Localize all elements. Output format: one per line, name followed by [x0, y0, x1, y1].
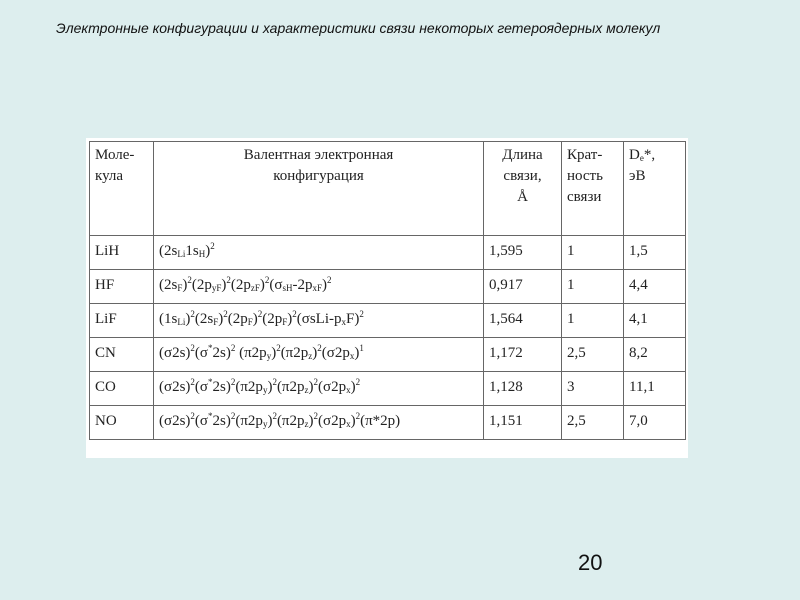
cell-multiplicity: 1 [562, 236, 624, 270]
cell-length: 1,595 [484, 236, 562, 270]
cell-length: 1,172 [484, 338, 562, 372]
cell-config: $(\sigma 2s)^2(\sigma^*2s)^2(\pi 2p_y)^2(\pi 2p_z)^2(\sigma 2p_x)^2$ [154, 372, 484, 406]
header-multiplicity-line: связи [567, 189, 602, 205]
cell-molecule: LiH [90, 236, 154, 270]
header-length-line: связи, [503, 168, 542, 184]
header-config-line: конфигурация [273, 168, 364, 184]
header-molecule [90, 142, 154, 236]
cell-multiplicity: 2,5 [562, 406, 624, 440]
cell-de: 1,5 [624, 236, 686, 270]
cell-molecule: CO [90, 372, 154, 406]
header-de-unit: эВ [629, 168, 646, 184]
header-de-base: D [629, 147, 640, 163]
header-config [154, 142, 484, 236]
cell-config: $(1s_{Li})^2(2s_F)^2(2p_F)^2(2p_F)^2(\sigma sLi-p_xF)^2$ [154, 304, 484, 338]
slide-title: Электронные конфигурации и характеристики связи некоторых гетероядерных молекул [56, 20, 661, 36]
cell-length: 1,564 [484, 304, 562, 338]
cell-molecule: CN [90, 338, 154, 372]
cell-length: 1,151 [484, 406, 562, 440]
header-molecule-line: Моле- [95, 147, 135, 163]
header-de-rest: *, [643, 147, 656, 163]
cell-multiplicity: 3 [562, 372, 624, 406]
table-body [90, 236, 686, 440]
cell-de: 4,4 [624, 270, 686, 304]
header-molecule-line: кула [95, 168, 124, 184]
cell-multiplicity: 1 [562, 270, 624, 304]
cell-molecule: NO [90, 406, 154, 440]
page-number: 20 [578, 550, 603, 575]
cell-config: $(2s_{Li}1s_H)^2$ [154, 236, 484, 270]
cell-de: 7,0 [624, 406, 686, 440]
cell-config: $(\sigma 2s)^2(\sigma^*2s)^2(\pi 2p_y)^2(\pi 2p_z)^2(\sigma 2p_x)^2(\pi*2p)$ [154, 406, 484, 440]
header-row [90, 142, 686, 236]
cell-molecule: LiF [90, 304, 154, 338]
header-multiplicity-line: Крат- [567, 147, 603, 163]
header-length [484, 142, 562, 236]
table-row [90, 236, 686, 270]
molecule-table [89, 141, 686, 440]
cell-length: 1,128 [484, 372, 562, 406]
cell-molecule: HF [90, 270, 154, 304]
table-row [90, 406, 686, 440]
cell-de: 8,2 [624, 338, 686, 372]
cell-config: $(2s_F)^2(2p_{yF})^2(2p_{zF})^2(\sigma_{sH}-2p_{xF})^2$ [154, 270, 484, 304]
cell-multiplicity: 1 [562, 304, 624, 338]
cell-multiplicity: 2,5 [562, 338, 624, 372]
header-length-line: Длина [502, 147, 543, 163]
cell-de: 11,1 [624, 372, 686, 406]
cell-length: 0,917 [484, 270, 562, 304]
header-length-line: Å [517, 189, 528, 205]
header-de-symbol [629, 145, 680, 166]
cell-de: 4,1 [624, 304, 686, 338]
header-config-line: Валентная электронная [243, 147, 394, 163]
header-multiplicity-line: ность [567, 168, 603, 184]
table-row [90, 304, 686, 338]
table-row [90, 270, 686, 304]
table-row [90, 372, 686, 406]
header-multiplicity [562, 142, 624, 236]
header-de-sub: e [639, 153, 644, 163]
cell-config: $(\sigma 2s)^2(\sigma^*2s)^2$ $(\pi 2p_y)^2(\pi 2p_z)^2(\sigma 2p_x)^1$ [154, 338, 484, 372]
table-row [90, 338, 686, 372]
header-de [624, 142, 686, 236]
table-container [86, 138, 688, 458]
